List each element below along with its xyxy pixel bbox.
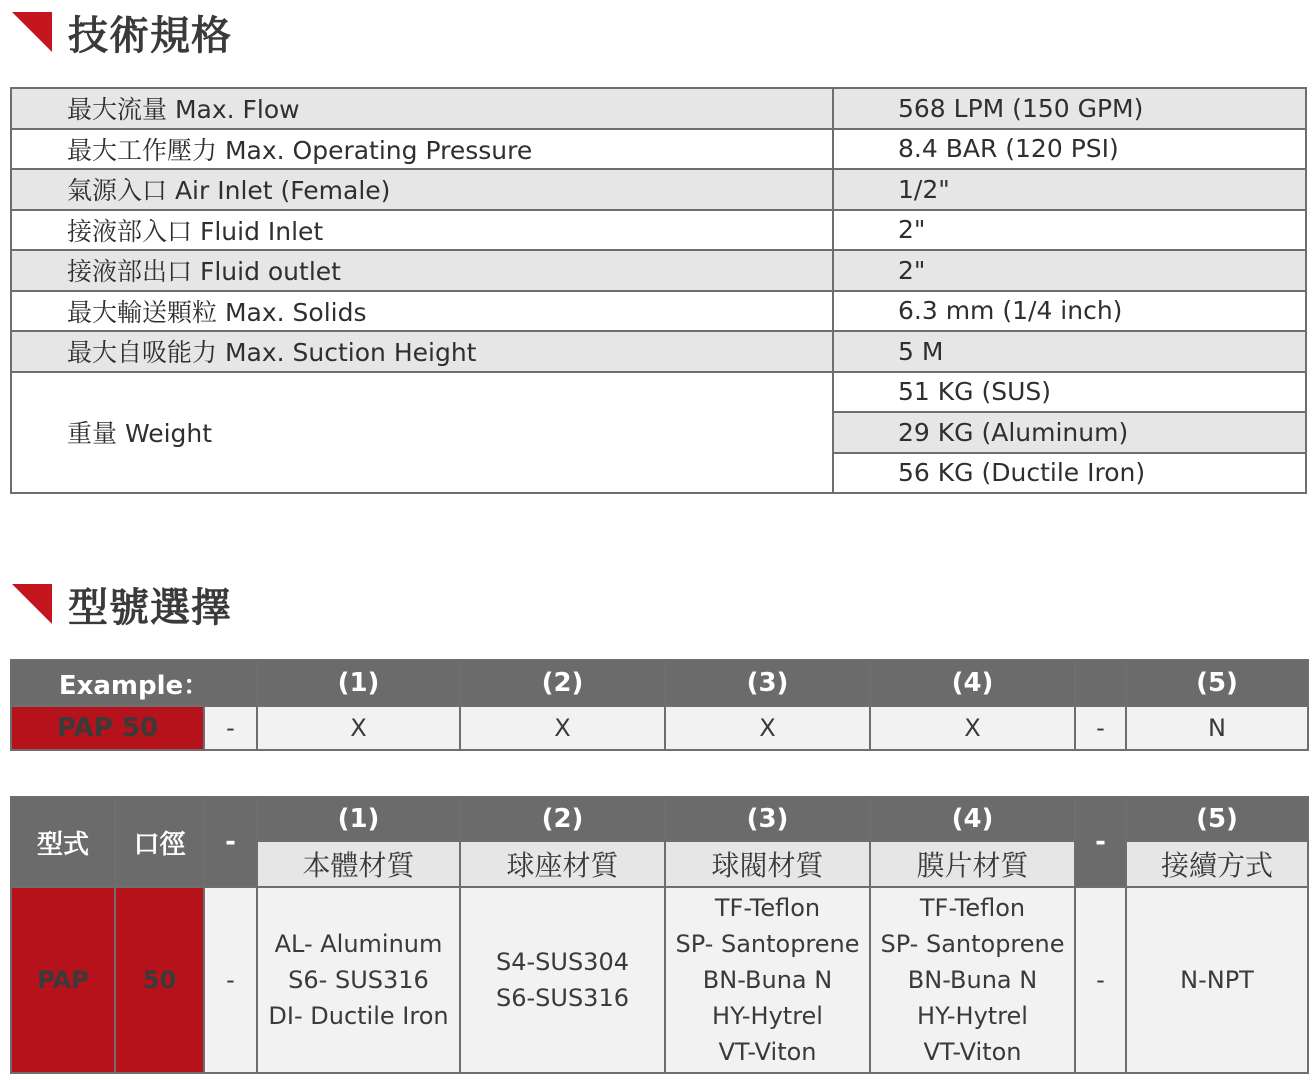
option-item: TF-Teflon [714,894,821,922]
column-number: (3) [665,797,870,841]
options-cell [870,887,1075,1073]
table-row [11,372,1306,413]
model-header-row [11,797,1308,841]
options-cell [460,887,665,1073]
bore-header: 口徑 [115,797,204,887]
red-triangle-icon [12,584,52,624]
specs-title: 技術規格 [68,12,232,59]
dash-separator: - [1075,887,1126,1073]
dash-separator: - [1075,706,1126,750]
options-cell [257,887,460,1073]
column-name: 膜片材質 [870,841,1075,887]
column-number: (1) [257,797,460,841]
type-value: PAP [11,887,115,1073]
spec-label: 最大自吸能力 Max. Suction Height [11,331,833,372]
table-row [11,331,1306,372]
spec-label: 接液部出口 Fluid outlet [11,250,833,291]
option-item: BN-Buna N [907,966,1038,994]
option-item: S4-SUS304 [495,948,629,976]
option-item: VT-Viton [923,1038,1022,1066]
table-row [11,129,1306,170]
example-value: N [1126,706,1308,750]
type-header: 型式 [11,797,115,887]
option-item: S6- SUS316 [288,966,429,994]
spec-value: 2" [833,250,1306,291]
column-number: (4) [870,660,1075,706]
option-item: DI- Ductile Iron [268,1002,449,1030]
column-number: (3) [665,660,870,706]
dash-separator: - [204,706,257,750]
column-name: 球閥材質 [665,841,870,887]
column-name: 接續方式 [1126,841,1308,887]
options-cell [1126,887,1308,1073]
table-row [11,291,1306,332]
example-value: X [460,706,665,750]
dash-separator: - [1075,797,1126,887]
table-row [11,210,1306,251]
weight-label: 重量 Weight [11,372,833,494]
dash-separator: - [204,887,257,1073]
weight-value: 29 KG (Aluminum) [833,412,1306,453]
example-table [10,659,1309,751]
table-row [11,88,1306,129]
spec-value: 5 M [833,331,1306,372]
spec-value: 6.3 mm (1/4 inch) [833,291,1306,332]
option-item: VT-Viton [718,1038,817,1066]
column-number: (1) [257,660,460,706]
option-item: HY-Hytrel [712,1002,823,1030]
spec-label: 最大工作壓力 Max. Operating Pressure [11,129,833,170]
example-header-row [11,660,1308,706]
option-item: SP- Santoprene [880,930,1065,958]
option-item: AL- Aluminum [274,930,443,958]
spec-value: 1/2" [833,169,1306,210]
model-title: 型號選擇 [68,584,232,631]
option-item: BN-Buna N [702,966,833,994]
bore-value: 50 [115,887,204,1073]
option-item: TF-Teflon [919,894,1026,922]
option-item: N-NPT [1180,966,1254,994]
spec-label: 最大流量 Max. Flow [11,88,833,129]
column-number: (2) [460,797,665,841]
model-section-header [12,574,232,634]
column-number: (5) [1126,797,1308,841]
specs-section-header [12,2,232,62]
column-name: 球座材質 [460,841,665,887]
column-number: (5) [1126,660,1308,706]
option-item: SP- Santoprene [675,930,860,958]
example-value: X [870,706,1075,750]
spacer-cell [1075,660,1126,706]
spec-value: 568 LPM (150 GPM) [833,88,1306,129]
example-model: PAP 50 [11,706,204,750]
table-row [11,169,1306,210]
example-label: Example： [11,660,257,706]
weight-value: 51 KG (SUS) [833,372,1306,413]
example-value: X [665,706,870,750]
column-name: 本體材質 [257,841,460,887]
weight-value: 56 KG (Ductile Iron) [833,453,1306,494]
column-number: (2) [460,660,665,706]
spec-value: 2" [833,210,1306,251]
table-row [11,250,1306,291]
example-value-row [11,706,1308,750]
spec-label: 氣源入口 Air Inlet (Female) [11,169,833,210]
model-body-row [11,887,1308,1073]
example-value: X [257,706,460,750]
options-cell [665,887,870,1073]
spec-value: 8.4 BAR (120 PSI) [833,129,1306,170]
option-item: HY-Hytrel [917,1002,1028,1030]
dash-separator: - [204,797,257,887]
model-table [10,796,1309,1074]
spec-label: 最大輸送顆粒 Max. Solids [11,291,833,332]
column-number: (4) [870,797,1075,841]
spec-label: 接液部入口 Fluid Inlet [11,210,833,251]
option-item: S6-SUS316 [495,984,629,1012]
specs-table [10,87,1307,494]
red-triangle-icon [12,12,52,52]
